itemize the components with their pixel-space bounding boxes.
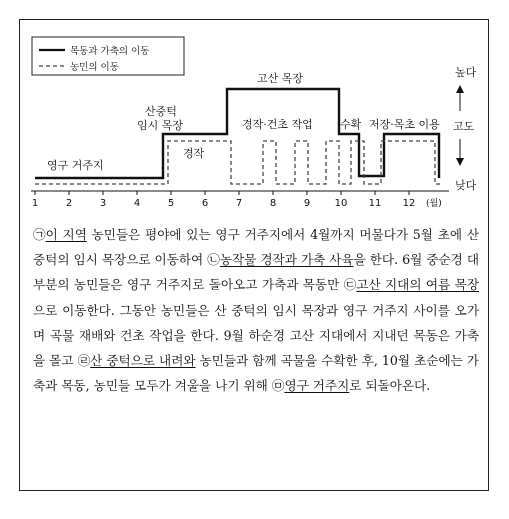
label-high-pasture: 고산 목장 xyxy=(257,72,304,85)
passage-text-2: 을 한다. 6월 중순경 대부분의 농민들은 영구 거주지로 돌아오고 가축과 목동만 xyxy=(33,252,480,293)
month-label: 4 xyxy=(133,198,141,209)
month-label: 2 xyxy=(65,198,73,209)
phrase-b: 농작물 경작과 가축 사육 xyxy=(219,252,354,268)
label-temp-pasture: 임시 목장 xyxy=(137,119,184,132)
arrow-down-head-icon xyxy=(456,158,464,166)
label-harvest: 수확 xyxy=(340,118,362,131)
month-ticks xyxy=(35,191,409,195)
marker-e: ㉤ xyxy=(271,378,285,394)
marker-d: ㉣ xyxy=(77,353,91,369)
phrase-d: 산 중턱으로 내려와 xyxy=(90,353,196,369)
explanation-passage xyxy=(33,222,479,398)
altitude-high-label: 높다 xyxy=(455,66,477,79)
month-label: 9 xyxy=(303,198,311,209)
label-cultivation: 경작 xyxy=(183,147,205,160)
marker-c: ㉢ xyxy=(343,277,357,293)
month-label: 3 xyxy=(99,198,107,209)
legend xyxy=(32,37,184,75)
label-farm-hay: 경작·건초 작업 xyxy=(242,118,313,131)
passage-text-4: 농민들과 함께 곡물을 수확한 후, 10월 초순에는 가축과 목동, 농민들 모두가 겨울을 나기 위해 xyxy=(33,353,479,394)
month-label: 1 xyxy=(31,198,39,209)
label-storage: 저장·목초 이용 xyxy=(369,118,440,131)
label-mid-mountain: 산중턱 xyxy=(145,105,177,118)
month-label: 5 xyxy=(167,198,175,209)
month-unit: (월) xyxy=(426,199,442,209)
month-label: 7 xyxy=(235,198,243,209)
arrow-up-head-icon xyxy=(456,85,464,93)
phrase-e: 영구 거주지 xyxy=(284,378,350,394)
passage-text-3: 으로 이동한다. 그동안 농민들은 산 중턱의 임시 목장과 영구 거주지 사이를 오가며 곡물 재배와 건초 작업을 한다. 9월 하순경 고산 지대에서 지내던 목동은 가축을 몰고 xyxy=(33,302,479,369)
altitude-low-label: 낮다 xyxy=(455,179,477,192)
month-label: 6 xyxy=(201,198,209,209)
month-label: 10 xyxy=(334,198,348,209)
marker-b: ㉡ xyxy=(207,252,220,268)
legend-herder-label: 목동과 가축의 이동 xyxy=(70,46,150,57)
month-label: 8 xyxy=(269,198,277,209)
phrase-a: 이 지역 xyxy=(45,227,87,242)
legend-farmer-label: 농민의 이동 xyxy=(70,62,119,73)
month-labels xyxy=(32,198,416,209)
passage-text-5: 로 되돌아온다. xyxy=(349,378,431,394)
marker-a: ㉠ xyxy=(33,227,46,242)
month-label: 12 xyxy=(402,198,416,209)
passage-text-1: 농민들은 평야에 있는 영구 거주지에서 4월까지 머물다가 5월 초에 산 중턱의 임시 목장으로 이동하여 xyxy=(33,227,479,268)
month-label: 11 xyxy=(368,198,382,209)
altitude-label: 고도 xyxy=(453,120,475,133)
phrase-c: 고산 지대의 여름 목장 xyxy=(356,277,479,293)
label-permanent-residence: 영구 거주지 xyxy=(47,159,104,172)
migration-diagram xyxy=(19,19,489,219)
